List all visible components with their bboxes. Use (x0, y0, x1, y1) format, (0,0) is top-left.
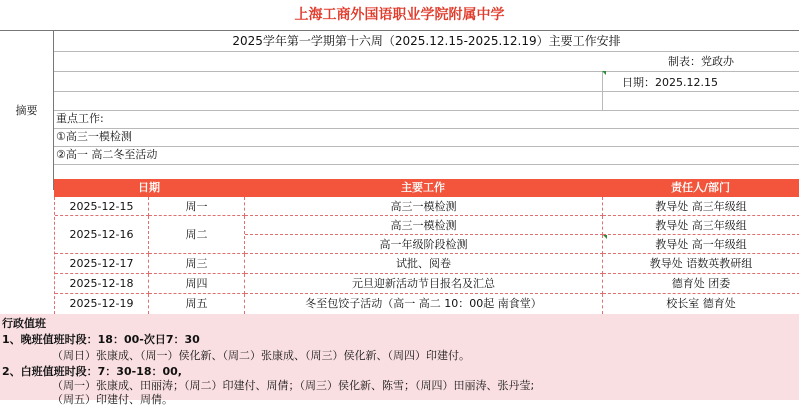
key-item: ②高一 高二冬至活动 (56, 148, 158, 161)
divider (54, 128, 799, 129)
owner-cell: 德育处 团委 (603, 274, 799, 294)
work-cell: 试批、阅卷 (245, 254, 603, 274)
date-cell: 2025-12-15 (55, 197, 149, 216)
table-header (54, 179, 799, 197)
owner-cell: 教导处 语数英教研组 (603, 254, 799, 274)
work-cell: 高三一模检测 (245, 197, 603, 216)
owner-cell: 教导处 高一年级组 (603, 235, 799, 254)
key-work-label: 重点工作: (56, 112, 104, 125)
header-date: 日期 (138, 181, 160, 194)
divider (54, 71, 799, 72)
divider (54, 110, 799, 111)
day-cell: 周五 (149, 294, 245, 314)
work-cell: 元旦迎新活动节目报名及汇总 (245, 274, 603, 294)
date-cell: 2025-12-17 (55, 254, 149, 274)
night-duty-title: 1、晚班值班时段：18：00-次日7：30 (2, 333, 200, 346)
night-duty-line: （周日）张康成、（周一）侯化新、（周二）张康成、（周三）侯化新、（周四）印建付。 (52, 349, 470, 362)
duty-title: 行政值班 (2, 317, 46, 330)
school-title: 上海工商外国语职业学院附属中学 (294, 7, 505, 23)
work-cell: 高一年级阶段检测 (245, 235, 603, 254)
key-item: ①高三一模检测 (56, 130, 132, 143)
work-cell: 高三一模检测 (245, 216, 603, 235)
work-cell: 冬至包饺子活动（高一 高二 10：00起 南食堂） (245, 294, 603, 314)
header-owner: 责任人/部门 (670, 181, 731, 194)
owner-cell: 校长室 德育处 (603, 294, 799, 314)
summary-label: 摘要 (15, 104, 38, 117)
cell-marker-icon (602, 71, 606, 75)
day-cell: 周四 (149, 274, 245, 294)
divider (54, 164, 799, 165)
owner-cell: 教导处 高三年级组 (603, 216, 799, 235)
divider (602, 71, 603, 111)
date-label: 日期：2025.12.15 (622, 76, 718, 89)
owner-cell: 教导处 高三年级组 (603, 197, 799, 216)
divider (54, 51, 799, 52)
day-cell: 周二 (149, 216, 245, 254)
cell-marker-icon (603, 235, 607, 239)
day-duty-line: （周一）张康成、田丽涛；（周二）印建付、周倩；（周三）侯化新、陈雪；（周四）田丽涛、张丹莹; (52, 379, 535, 392)
date-cell: 2025-12-19 (55, 294, 149, 314)
date-cell: 2025-12-18 (55, 274, 149, 294)
day-cell: 周一 (149, 197, 245, 216)
schedule-table (54, 197, 799, 314)
page-subtitle: 2025学年第一学期第十六周（2025.12.15-2025.12.19）主要工作安排 (232, 34, 621, 48)
maker-label: 制表：党政办 (668, 55, 734, 68)
day-duty-title: 2、白班值班时段：7：30-18：00, (2, 365, 182, 378)
date-cell: 2025-12-16 (55, 216, 149, 254)
day-duty-line: （周五）印建付、周倩。 (52, 393, 173, 406)
day-cell: 周三 (149, 254, 245, 274)
divider (54, 146, 799, 147)
header-work: 主要工作 (401, 181, 445, 194)
